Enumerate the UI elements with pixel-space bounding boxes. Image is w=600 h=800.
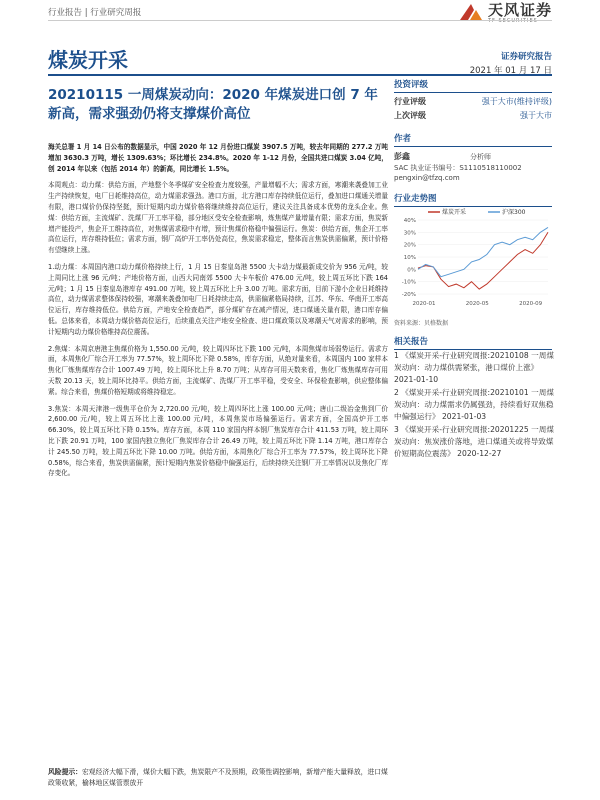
- report-body: [48, 142, 388, 485]
- coke-paragraph: 3.焦炭：本周天津港一级焦平仓价为 2,720.00 元/吨，较上周四环比上涨 100.00 元/吨；唐山二级冶金焦到厂价 2,600.00 元/吨，较上周五环比上涨 100.00 元/吨，本周焦炭市场偏强运行。需求方面，全国高炉开工率 66.30%，较上周五环比下降 0.15%。库存方面，本周 110 家国内样本钢厂焦炭库存合计 411.53 万吨，较上周环比下跌 20.91 万吨，100 家国内独立焦化厂焦炭库存合计 26.49 万吨，较上周五环比下降 1.14 万吨，港口库存合计 245.50 万吨，较上周五环比下降 10.00 万吨。供给方面，本周焦化厂综合开工率为 77.57%，较上周环比下降 0.58%，综合来看，焦炭供需偏紧，预计短期内焦炭价格稳中偏强运行，后续持续关注钢厂开工率情况以及焦化厂库存变化。: [48, 404, 388, 478]
- breadcrumb: 行业报告 | 行业研究周报: [48, 8, 142, 18]
- related-report-link[interactable]: 1 《煤炭开采-行业研究周报:20210108 一周煤炭动向：动力煤供需紧张，港口煤价上涨》 2021-01-10: [394, 351, 554, 384]
- report-type: 证券研究报告: [500, 52, 552, 62]
- related-report-link[interactable]: 3 《煤炭开采-行业研究周报:20201225 一周煤炭动向：焦炭涨价落地，进口煤通关或将导致煤价短期高位震荡》 2020-12-27: [394, 425, 554, 458]
- related-reports-title: 相关报告: [394, 335, 552, 350]
- author-cert: SAC 执业证书编号：S1110518110002: [394, 164, 522, 172]
- brand-subtitle: TF SECURITIES: [487, 17, 538, 24]
- brand-name: 天风证券: [487, 0, 552, 19]
- risk-text: 宏观经济大幅下滑，煤价大幅下跌，焦炭限产不及预期，政策性调控影响，新增产能大量释放，进口煤政策收紧，榆林地区煤管票放开: [48, 768, 388, 787]
- related-reports-list: [394, 350, 554, 461]
- rating-row: [394, 95, 552, 109]
- risk-warning: [48, 767, 388, 789]
- y-tick-label: -20%: [401, 292, 416, 298]
- x-tick-label: 2020-05: [465, 301, 489, 307]
- industry-trend-chart: [394, 206, 552, 308]
- author-title: 作者: [394, 132, 552, 147]
- coking-coal-paragraph: 2.焦煤：本周京唐港主焦煤价格为 1,550.00 元/吨，较上周四环比下跌 100 元/吨，本周焦煤市场弱势运行。需求方面，本周焦化厂综合开工率为 77.57%，较上周环比下降 0.58%，库存方面，从绝对量来看，本周国内 100 家样本焦化厂炼焦煤库存合计 1007.49 万吨，较上周环比上升 8.70 万吨；从库存可用天数来看，焦化厂炼焦煤库存可用天数 20.13 天，较上周环比持平。供给方面，主流煤矿、洗煤厂开工率平稳，受安全、环保检查影响，供应整体偏紧。综合来看，焦煤价格短期或将维持稳定。: [48, 344, 388, 396]
- y-tick-label: -10%: [401, 279, 416, 286]
- title-divider: [48, 74, 552, 76]
- author-name: 彭鑫: [394, 152, 410, 161]
- section-title: 煤炭开采: [48, 48, 128, 72]
- y-tick-label: 0%: [407, 267, 416, 274]
- y-tick-label: 40%: [403, 218, 416, 224]
- rating-row: [394, 109, 552, 123]
- author-email[interactable]: pengxin@tfzq.com: [394, 174, 460, 182]
- legend-label: 煤炭开采: [442, 209, 467, 216]
- rating-key: 行业评级: [394, 97, 426, 106]
- x-tick-label: 2020-09: [519, 301, 543, 307]
- summary-paragraph: 本周观点：动力煤：供给方面，产地整个冬季煤矿安全检查力度较强，产量增幅不大；需求方面，寒潮来袭叠加工业生产持续恢复，电厂日耗维持高位，动力煤需求强劲。港口方面，北方港口库存持续低位运行，叠加进口煤通关增量有限，港口煤价仍保持坚挺，预计短期内动力煤价格将继续维持高位运行，建议关注具备成本优势的龙头企业。焦煤：供给方面，主流煤矿、洗煤厂开工率平稳，部分地区受安全检查影响，炼焦煤产量增量有限；需求方面，焦炭新增产能投产，焦企开工维持高位，对焦煤需求稳中有增，预计焦煤价格稳中偏强运行。焦炭：供给方面，焦企开工率高位运行，库存维持低位；需求方面，钢厂高炉开工率仍处高位，焦炭需求稳定，整体而言焦炭供需偏紧，预计价格有望继续上涨。: [48, 181, 388, 255]
- rating-value: 强于大市(维持评级): [481, 97, 552, 106]
- rating-key: 上次评级: [394, 111, 426, 120]
- chart-source: 资料来源：贝格数据: [394, 320, 449, 327]
- trend-chart-svg: [394, 206, 552, 308]
- y-tick-label: 30%: [403, 230, 416, 237]
- series-line-coal: [418, 232, 548, 289]
- top-divider: [48, 20, 552, 21]
- chart-title: 行业走势图: [394, 192, 552, 207]
- risk-label: 风险提示：: [48, 768, 82, 776]
- y-tick-label: 10%: [403, 255, 416, 261]
- rating-value: 强于大市: [520, 111, 552, 120]
- author-block: [394, 132, 552, 183]
- y-tick-label: 20%: [403, 242, 416, 249]
- report-date: 2021 年 01 月 17 日: [469, 66, 552, 76]
- thermal-coal-paragraph: 1.动力煤：本周国内港口动力煤价格持续上行，1 月 15 日秦皇岛港 5500 大卡动力煤最新成交价为 956 元/吨，较上周同比上涨 96 元/吨；产地价格方面，山西大同南郊 5500 大卡车板价 476.00 元/吨，较上周五环比下跌 164 元/吨；1 月 15 日秦皇岛港库存 491.00 万吨，较上周五环比上升 3.00 万吨。需求方面，目前下游小企业日耗维持高位，动力煤需求整体保持较强，寒潮来袭叠加电厂日耗持续走高，供需偏紧格局持续，江苏、华东、华南开工率高位运行，库存维持低位。供给方面，产地安全检查趋严，部分煤矿存在减产情况，进口煤通关量有限，港口库存偏低。总体来看，本周动力煤价格高位运行，后续重点关注产地安全检查、进口煤政策以及寒潮天气对需求的影响，预计短期内动力煤价格维持高位震荡。: [48, 262, 388, 336]
- intro-paragraph: 海关总署 1 月 14 日公布的数据显示，中国 2020 年 12 月份进口煤炭 3907.5 万吨，较去年同期的 277.2 万吨增加 3630.3 万吨，增长 1309.63%；环比增长 234.8%。2020 年 1-12 月份，全国共进口煤炭 3.04 亿吨，创 2014 年以来（包括 2014 年）的新高，同比增长 1.5%。: [48, 143, 388, 173]
- investment-rating-title: 投资评级: [394, 78, 552, 93]
- investment-rating: [394, 78, 552, 123]
- related-report-link[interactable]: 2 《煤炭开采-行业研究周报:20210101 一周煤炭动向：动力煤需求仍属强劲，持续看好双焦稳中偏强运行》 2021-01-03: [394, 388, 554, 421]
- author-role: 分析师: [470, 153, 491, 161]
- report-headline: 20210115 一周煤炭动向：2020 年煤炭进口创 7 年新高，需求强劲仍将支撑煤价高位: [48, 87, 378, 122]
- x-tick-label: 2020-01: [412, 301, 436, 307]
- legend-label: 沪深300: [502, 209, 526, 216]
